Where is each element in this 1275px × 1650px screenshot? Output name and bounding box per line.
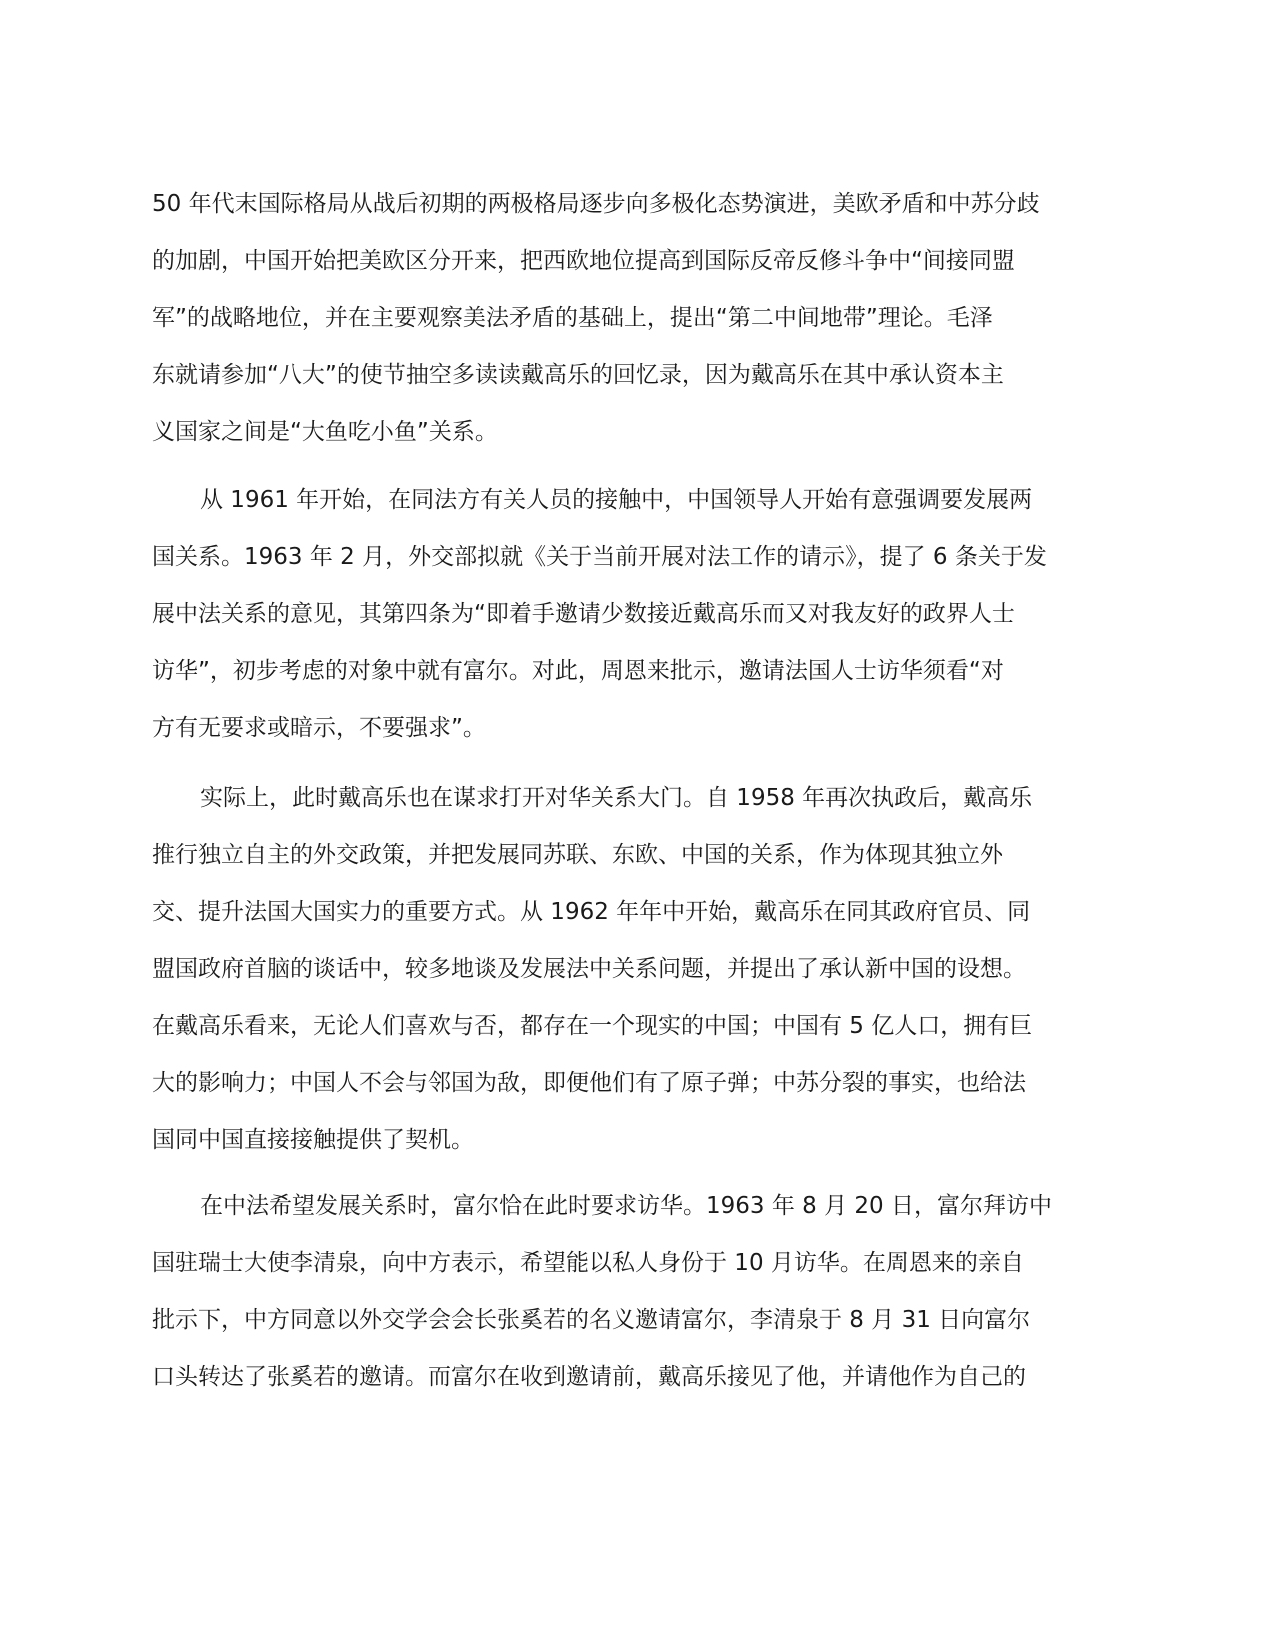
paragraph-3: [152, 770, 1112, 1169]
text-line: 国同中国直接接触提供了契机。: [152, 1127, 474, 1153]
text-line: 实际上，此时戴高乐也在谋求打开对华关系大门。自 1958 年再次执政后，戴高乐: [200, 785, 1033, 811]
paragraph-1: [152, 176, 1112, 461]
text-line: 国关系。1963 年 2 月，外交部拟就《关于当前开展对法工作的请示》，提了 6 条关于发: [152, 544, 1047, 570]
text-line: 义国家之间是“大鱼吃小鱼”关系。: [152, 419, 498, 445]
text-line: 交、提升法国大国实力的重要方式。从 1962 年年中开始，戴高乐在同其政府官员、同: [152, 899, 1031, 925]
text-line: 大的影响力；中国人不会与邻国为敌，即便他们有了原子弹；中苏分裂的事实，也给法: [152, 1070, 1026, 1096]
text-line: 展中法关系的意见，其第四条为“即着手邀请少数接近戴高乐而又对我友好的政界人士: [152, 601, 1015, 627]
text-line: 方有无要求或暗示，不要强求”。: [152, 715, 486, 741]
text-line: 50 年代末国际格局从战后初期的两极格局逐步向多极化态势演进，美欧矛盾和中苏分歧: [152, 191, 1040, 217]
text-line: 在中法希望发展关系时，富尔恰在此时要求访华。1963 年 8 月 20 日，富尔拜访中: [200, 1193, 1052, 1219]
paragraph-2: [152, 472, 1112, 757]
text-line: 国驻瑞士大使李清泉，向中方表示，希望能以私人身份于 10 月访华。在周恩来的亲自: [152, 1250, 1024, 1276]
text-line: 从 1961 年开始，在同法方有关人员的接触中，中国领导人开始有意强调要发展两: [200, 487, 1033, 513]
text-line: 在戴高乐看来，无论人们喜欢与否，都存在一个现实的中国；中国有 5 亿人口，拥有巨: [152, 1013, 1033, 1039]
text-line: 批示下，中方同意以外交学会会长张奚若的名义邀请富尔，李清泉于 8 月 31 日向富尔: [152, 1307, 1031, 1333]
text-line: 的加剧，中国开始把美欧区分开来，把西欧地位提高到国际反帝反修斗争中“间接同盟: [152, 248, 1015, 274]
text-line: 访华”，初步考虑的对象中就有富尔。对此，周恩来批示，邀请法国人士访华须看“对: [152, 658, 1004, 684]
text-line: 东就请参加“八大”的使节抽空多读读戴高乐的回忆录，因为戴高乐在其中承认资本主: [152, 362, 1004, 388]
text-line: 盟国政府首脑的谈话中，较多地谈及发展法中关系问题，并提出了承认新中国的设想。: [152, 956, 1026, 982]
text-line: 推行独立自主的外交政策，并把发展同苏联、东欧、中国的关系，作为体现其独立外: [152, 842, 1003, 868]
paragraph-4: [152, 1178, 1112, 1406]
text-line: 口头转达了张奚若的邀请。而富尔在收到邀请前，戴高乐接见了他，并请他作为自己的: [152, 1364, 1026, 1390]
text-line: 军”的战略地位，并在主要观察美法矛盾的基础上，提出“第二中间地带”理论。毛泽: [152, 305, 993, 331]
